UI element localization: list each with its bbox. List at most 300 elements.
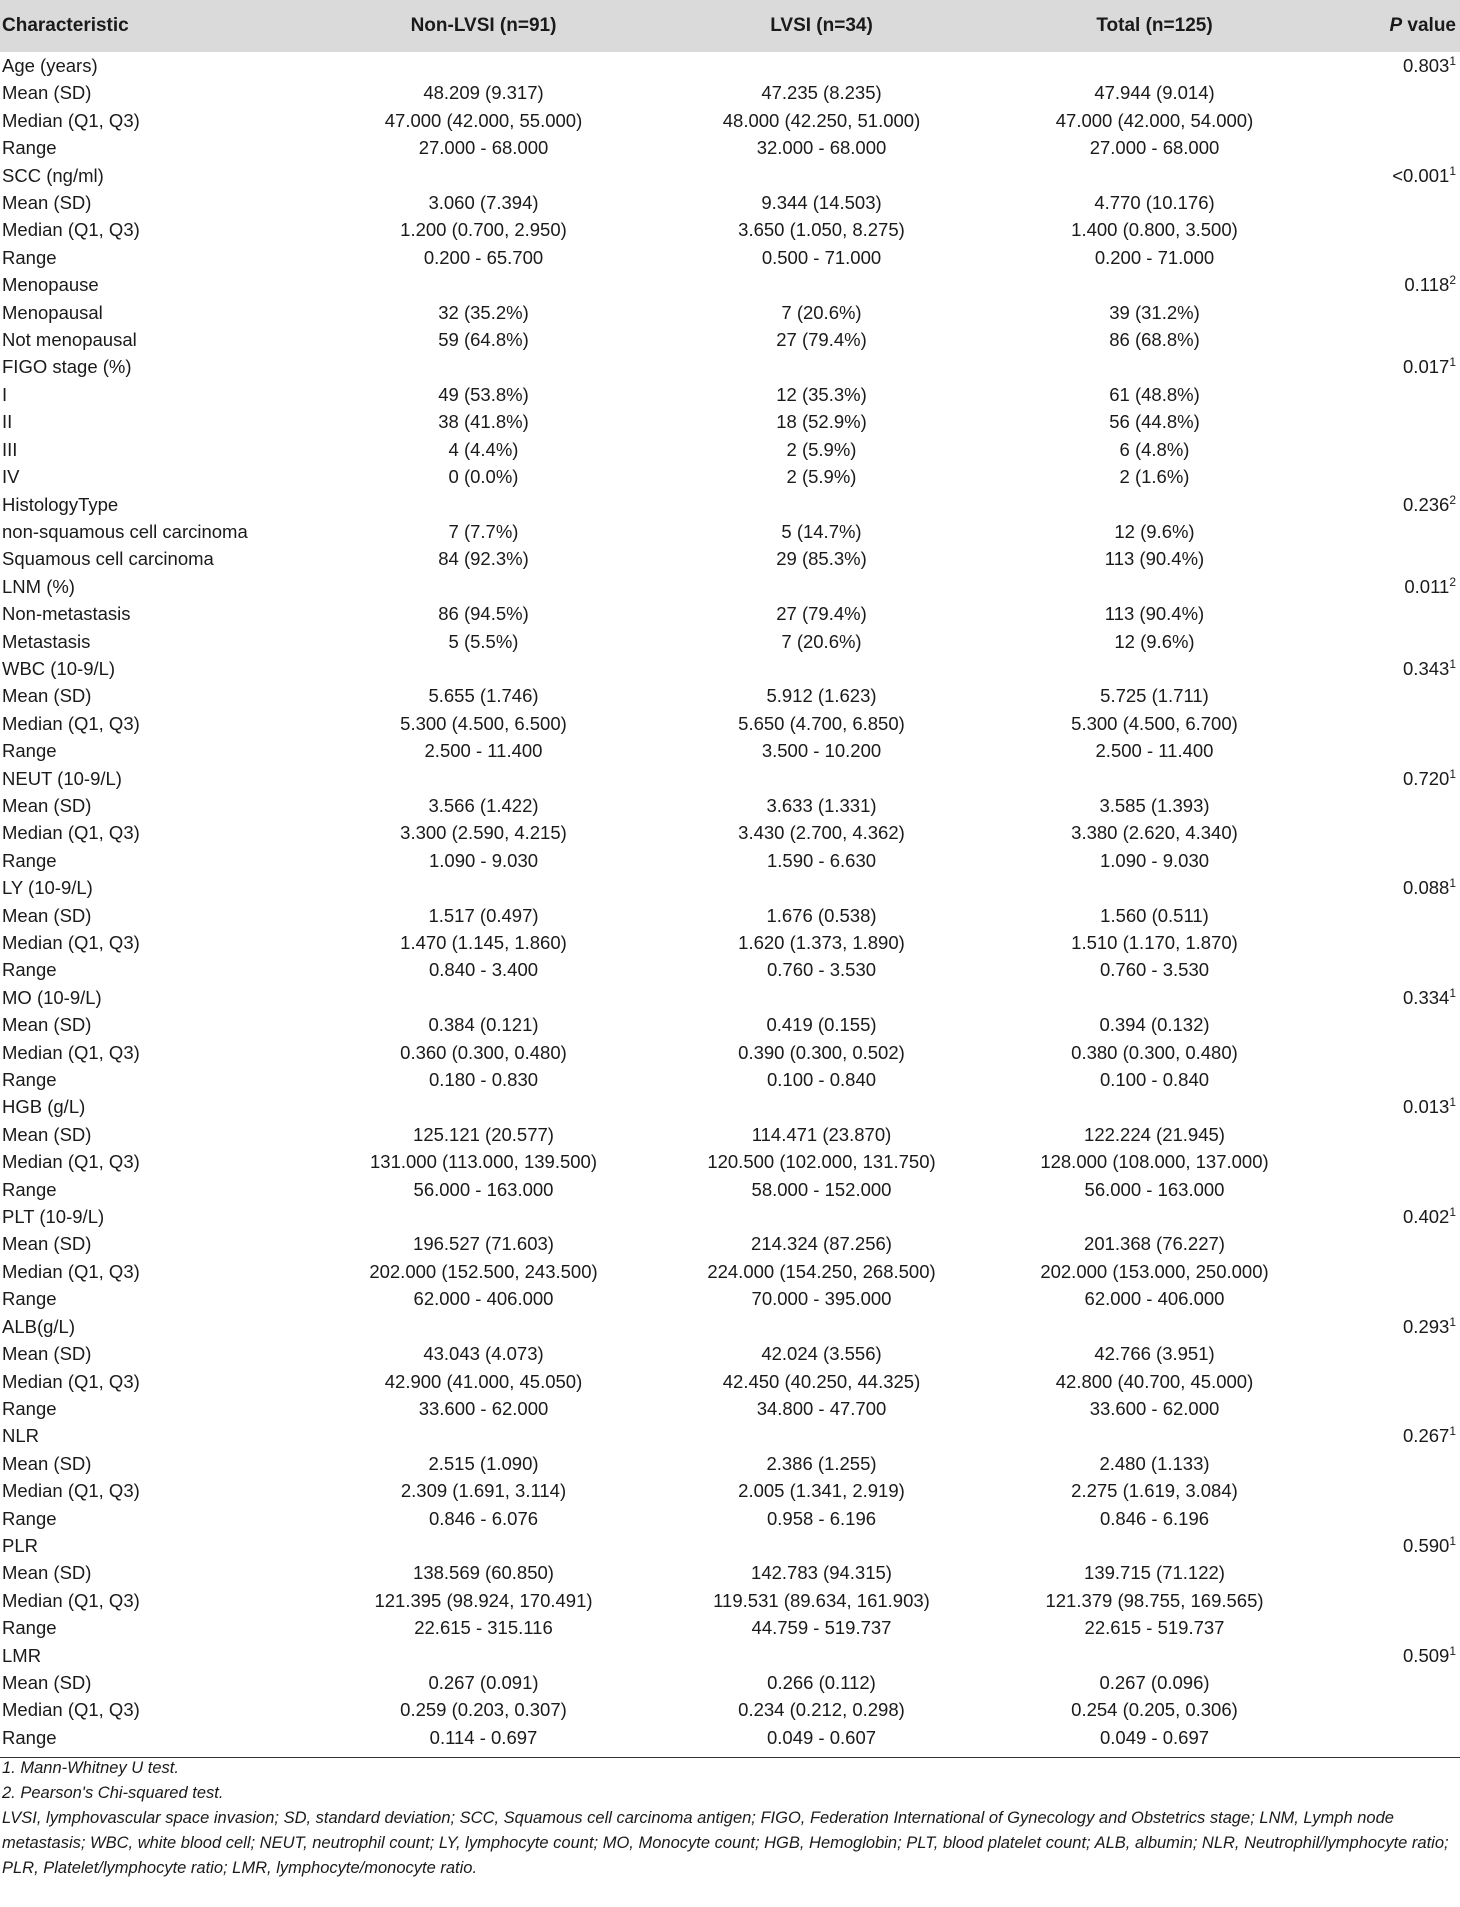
cell-non-lvsi <box>312 162 655 189</box>
cell-non-lvsi: 131.000 (113.000, 139.500) <box>370 1151 597 1173</box>
cell-p-value <box>1321 1532 1460 1559</box>
cell-non-lvsi <box>312 1313 655 1340</box>
cell-total: 0.394 (0.132) <box>1099 1014 1210 1036</box>
row-label: HGB (g/L) <box>2 1096 86 1118</box>
table-row <box>0 134 1460 161</box>
row-label: Median (Q1, Q3) <box>2 1041 140 1063</box>
table-row <box>0 1039 1460 1066</box>
row-label: Median (Q1, Q3) <box>2 1699 140 1721</box>
cell-total: 113 (90.4%) <box>1104 603 1205 625</box>
cell-p-value <box>1321 847 1460 874</box>
row-label: MO (10-9/L) <box>2 986 102 1008</box>
header-non-lvsi: Non-LVSI (n=91) <box>410 15 557 36</box>
row-label: LNM (%) <box>2 575 75 597</box>
p-value-text: 0.088 <box>1403 877 1450 899</box>
cell-non-lvsi: 84 (92.3%) <box>438 548 529 570</box>
cell-lvsi: 0.419 (0.155) <box>766 1014 877 1036</box>
cell-p-value <box>1321 107 1460 134</box>
row-label: Range <box>2 1617 57 1639</box>
cell-total: 2 (1.6%) <box>1119 466 1190 488</box>
cell-p-value <box>1321 929 1460 956</box>
table-row <box>0 573 1460 600</box>
cell-lvsi <box>655 52 988 79</box>
cell-p-value <box>1321 1422 1460 1449</box>
cell-total: 121.379 (98.755, 169.565) <box>1045 1589 1264 1611</box>
p-value-footnote-marker: 1 <box>1449 876 1456 891</box>
table-row <box>0 299 1460 326</box>
cell-lvsi: 27 (79.4%) <box>776 329 867 351</box>
p-value-footnote-marker: 1 <box>1449 985 1456 1000</box>
table-row <box>0 1285 1460 1312</box>
cell-lvsi: 2.386 (1.255) <box>766 1452 877 1474</box>
p-value-text: <0.001 <box>1392 164 1450 186</box>
table-row <box>0 1477 1460 1504</box>
cell-total: 39 (31.2%) <box>1109 301 1200 323</box>
cell-total <box>988 52 1321 79</box>
header-p-suffix: value <box>1402 15 1456 36</box>
row-label: Median (Q1, Q3) <box>2 219 140 241</box>
cell-p-value <box>1321 1011 1460 1038</box>
p-value-text: 0.509 <box>1403 1644 1450 1666</box>
table-row <box>0 1121 1460 1148</box>
table-row <box>0 162 1460 189</box>
row-label: Mean (SD) <box>2 1014 92 1036</box>
cell-lvsi: 214.324 (87.256) <box>751 1233 892 1255</box>
cell-non-lvsi: 1.200 (0.700, 2.950) <box>400 219 567 241</box>
cell-lvsi <box>655 765 988 792</box>
cell-total <box>988 655 1321 682</box>
cell-p-value <box>1321 491 1460 518</box>
cell-p-value <box>1321 1587 1460 1614</box>
cell-lvsi: 42.024 (3.556) <box>761 1343 882 1365</box>
cell-p-value <box>1321 1724 1460 1758</box>
cell-p-value <box>1321 79 1460 106</box>
cell-non-lvsi: 48.209 (9.317) <box>423 82 544 104</box>
cell-non-lvsi <box>312 271 655 298</box>
cell-non-lvsi <box>312 491 655 518</box>
p-value-footnote-marker: 1 <box>1449 54 1456 68</box>
cell-non-lvsi: 5.300 (4.500, 6.500) <box>400 712 567 734</box>
table-row <box>0 682 1460 709</box>
cell-total: 122.224 (21.945) <box>1084 1123 1225 1145</box>
p-value-text: 0.236 <box>1403 493 1450 515</box>
cell-p-value <box>1321 1450 1460 1477</box>
cell-total: 0.846 - 6.196 <box>1099 1507 1210 1529</box>
p-value-footnote-marker: 1 <box>1449 1533 1456 1548</box>
cell-lvsi: 1.590 - 6.630 <box>766 849 877 871</box>
cell-lvsi: 3.500 - 10.200 <box>761 740 882 762</box>
cell-non-lvsi: 7 (7.7%) <box>448 520 519 542</box>
p-value-text: 0.267 <box>1403 1425 1450 1447</box>
table-row <box>0 79 1460 106</box>
row-label: Mean (SD) <box>2 904 92 926</box>
cell-p-value <box>1321 1669 1460 1696</box>
cell-lvsi <box>655 874 988 901</box>
cell-p-value <box>1321 1614 1460 1641</box>
cell-non-lvsi: 196.527 (71.603) <box>413 1233 554 1255</box>
table-row <box>0 545 1460 572</box>
cell-lvsi: 7 (20.6%) <box>781 630 862 652</box>
cell-total: 5.725 (1.711) <box>1100 685 1209 707</box>
table-row <box>0 1724 1460 1758</box>
cell-p-value <box>1321 1230 1460 1257</box>
row-label: Not menopausal <box>2 329 137 351</box>
cell-total: 2.500 - 11.400 <box>1095 740 1214 762</box>
cell-total <box>988 874 1321 901</box>
table-row <box>0 1395 1460 1422</box>
cell-non-lvsi: 86 (94.5%) <box>438 603 529 625</box>
cell-non-lvsi <box>312 1532 655 1559</box>
cell-lvsi <box>655 162 988 189</box>
table-row <box>0 1176 1460 1203</box>
cell-non-lvsi: 3.300 (2.590, 4.215) <box>400 822 567 844</box>
cell-total <box>988 162 1321 189</box>
cell-p-value <box>1321 1313 1460 1340</box>
cell-p-value <box>1321 765 1460 792</box>
row-label: Range <box>2 1726 57 1748</box>
p-value-footnote-marker: 1 <box>1449 163 1456 178</box>
cell-p-value <box>1321 1176 1460 1203</box>
row-label: Range <box>2 1397 57 1419</box>
table-row <box>0 819 1460 846</box>
cell-p-value <box>1321 710 1460 737</box>
footnote-abbreviations: LVSI, lymphovascular space invasion; SD, standard deviation; SCC, Squamous cell carcinoma antigen; FIGO, Federation International of Gynecology and Obstetrics stage; LNM, Lymph node metastasis; WBC, white blood cell; NEUT, neutrophil count; LY, lymphocyte count; MO, Monocyte count; HGB, Hemoglobin; PLT, blood platelet count; ALB, albumin; NLR, Neutrophil/lymphocyte ratio; PLR, Platelet/lymphocyte ratio; LMR, lymphocyte/monocyte ratio. <box>2 1809 1449 1877</box>
cell-lvsi: 29 (85.3%) <box>776 548 867 570</box>
cell-lvsi <box>655 1203 988 1230</box>
table-row <box>0 1011 1460 1038</box>
table-row <box>0 902 1460 929</box>
cell-non-lvsi: 32 (35.2%) <box>438 301 529 323</box>
cell-total: 61 (48.8%) <box>1109 383 1200 405</box>
cell-p-value <box>1321 600 1460 627</box>
table-row <box>0 1559 1460 1586</box>
cell-total: 22.615 - 519.737 <box>1084 1617 1225 1639</box>
row-label: Median (Q1, Q3) <box>2 1480 140 1502</box>
p-value-footnote-marker: 1 <box>1449 1314 1456 1329</box>
cell-total <box>988 1642 1321 1669</box>
cell-lvsi: 0.100 - 0.840 <box>766 1069 877 1091</box>
footnote-2: 2. Pearson's Chi-squared test. <box>2 1784 224 1802</box>
cell-non-lvsi <box>312 1642 655 1669</box>
cell-non-lvsi <box>312 1422 655 1449</box>
cell-non-lvsi: 0.200 - 65.700 <box>423 246 544 268</box>
table-row <box>0 436 1460 463</box>
table-row <box>0 600 1460 627</box>
cell-total: 33.600 - 62.000 <box>1089 1397 1220 1419</box>
table-row <box>0 929 1460 956</box>
cell-non-lvsi: 59 (64.8%) <box>438 329 529 351</box>
cell-p-value <box>1321 1395 1460 1422</box>
cell-p-value <box>1321 1258 1460 1285</box>
row-label: Median (Q1, Q3) <box>2 712 140 734</box>
row-label: Mean (SD) <box>2 1562 92 1584</box>
table-row <box>0 353 1460 380</box>
cell-p-value <box>1321 737 1460 764</box>
row-label: II <box>2 411 13 433</box>
cell-non-lvsi <box>312 52 655 79</box>
cell-p-value <box>1321 874 1460 901</box>
table-row <box>0 518 1460 545</box>
cell-lvsi: 18 (52.9%) <box>776 411 867 433</box>
p-value-text: 0.590 <box>1403 1534 1450 1556</box>
cell-non-lvsi: 62.000 - 406.000 <box>413 1288 554 1310</box>
p-value-text: 0.011 <box>1404 575 1450 597</box>
row-label: Mean (SD) <box>2 1452 92 1474</box>
row-label: Range <box>2 740 57 762</box>
table-row <box>0 1614 1460 1641</box>
cell-total <box>988 1422 1321 1449</box>
cell-non-lvsi: 47.000 (42.000, 55.000) <box>384 109 583 131</box>
cell-lvsi: 12 (35.3%) <box>776 383 867 405</box>
row-label: NLR <box>2 1425 40 1447</box>
row-label: Range <box>2 137 57 159</box>
header-lvsi: LVSI (n=34) <box>770 15 873 36</box>
cell-p-value <box>1321 1285 1460 1312</box>
cell-total: 202.000 (153.000, 250.000) <box>1040 1260 1269 1282</box>
cell-total: 3.380 (2.620, 4.340) <box>1071 822 1238 844</box>
cell-lvsi: 0.760 - 3.530 <box>766 959 877 981</box>
row-label: Age (years) <box>2 55 98 76</box>
cell-total: 47.944 (9.014) <box>1094 82 1215 104</box>
cell-lvsi: 58.000 - 152.000 <box>751 1178 892 1200</box>
cell-non-lvsi: 138.569 (60.850) <box>413 1562 554 1584</box>
cell-lvsi: 27 (79.4%) <box>776 603 867 625</box>
cell-lvsi <box>655 1093 988 1120</box>
cell-total: 4.770 (10.176) <box>1094 192 1215 214</box>
cell-non-lvsi: 0.846 - 6.076 <box>428 1507 539 1529</box>
cell-lvsi: 114.471 (23.870) <box>751 1123 892 1145</box>
header-p-letter: P <box>1389 15 1403 36</box>
p-value-text: 0.118 <box>1404 274 1450 296</box>
cell-p-value <box>1321 353 1460 380</box>
cell-total: 128.000 (108.000, 137.000) <box>1040 1151 1269 1173</box>
cell-non-lvsi: 0.360 (0.300, 0.480) <box>400 1041 567 1063</box>
cell-non-lvsi: 1.090 - 9.030 <box>428 849 539 871</box>
row-label: III <box>2 438 18 460</box>
cell-total <box>988 573 1321 600</box>
cell-non-lvsi <box>312 1203 655 1230</box>
cell-lvsi: 3.650 (1.050, 8.275) <box>738 219 905 241</box>
table-row <box>0 326 1460 353</box>
table-row <box>0 628 1460 655</box>
cell-non-lvsi: 42.900 (41.000, 45.050) <box>384 1370 583 1392</box>
cell-lvsi <box>655 573 988 600</box>
table-row <box>0 1230 1460 1257</box>
row-label: Mean (SD) <box>2 1233 92 1255</box>
cell-non-lvsi: 33.600 - 62.000 <box>418 1397 549 1419</box>
cell-total: 56.000 - 163.000 <box>1084 1178 1225 1200</box>
row-label: HistologyType <box>2 493 119 515</box>
cell-p-value <box>1321 1559 1460 1586</box>
p-value-text: 0.720 <box>1403 767 1450 789</box>
table-row <box>0 1450 1460 1477</box>
row-label: SCC (ng/ml) <box>2 164 104 186</box>
row-label: Menopausal <box>2 301 103 323</box>
cell-non-lvsi: 125.121 (20.577) <box>413 1123 554 1145</box>
cell-p-value <box>1321 819 1460 846</box>
cell-lvsi: 34.800 - 47.700 <box>756 1397 887 1419</box>
cell-lvsi: 9.344 (14.503) <box>761 192 882 214</box>
cell-lvsi <box>655 984 988 1011</box>
row-label: Median (Q1, Q3) <box>2 1370 140 1392</box>
cell-total <box>988 984 1321 1011</box>
table-row <box>0 710 1460 737</box>
table-row <box>0 1696 1460 1723</box>
cell-p-value <box>1321 682 1460 709</box>
cell-non-lvsi: 0.180 - 0.830 <box>428 1069 539 1091</box>
cell-lvsi: 224.000 (154.250, 268.500) <box>707 1260 936 1282</box>
cell-lvsi: 42.450 (40.250, 44.325) <box>722 1370 921 1392</box>
row-label: Median (Q1, Q3) <box>2 1589 140 1611</box>
cell-lvsi: 44.759 - 519.737 <box>751 1617 892 1639</box>
table-row <box>0 984 1460 1011</box>
row-label: I <box>2 383 8 405</box>
row-label: Mean (SD) <box>2 685 92 707</box>
cell-lvsi: 2 (5.9%) <box>786 438 857 460</box>
row-label: Median (Q1, Q3) <box>2 1151 140 1173</box>
row-label: Squamous cell carcinoma <box>2 548 214 570</box>
row-label: FIGO stage (%) <box>2 356 132 378</box>
cell-non-lvsi <box>312 984 655 1011</box>
p-value-footnote-marker: 1 <box>1449 355 1456 370</box>
cell-non-lvsi: 121.395 (98.924, 170.491) <box>374 1589 593 1611</box>
table-footnotes <box>2 1756 1454 1881</box>
cell-lvsi: 0.958 - 6.196 <box>766 1507 877 1529</box>
row-label: Metastasis <box>2 630 91 652</box>
cell-non-lvsi: 1.517 (0.497) <box>428 904 539 926</box>
row-label: LY (10-9/L) <box>2 877 93 899</box>
table-row <box>0 1258 1460 1285</box>
row-label: Range <box>2 1288 57 1310</box>
row-label: Mean (SD) <box>2 1123 92 1145</box>
cell-p-value <box>1321 408 1460 435</box>
cell-lvsi: 0.234 (0.212, 0.298) <box>738 1699 905 1721</box>
table-body <box>0 52 1460 1758</box>
p-value-footnote-marker: 1 <box>1449 1643 1456 1658</box>
table-row <box>0 1587 1460 1614</box>
cell-total: 1.090 - 9.030 <box>1099 849 1210 871</box>
row-label: Mean (SD) <box>2 1343 92 1365</box>
table-row <box>0 1532 1460 1559</box>
cell-total <box>988 1532 1321 1559</box>
table-row <box>0 847 1460 874</box>
cell-total: 1.560 (0.511) <box>1100 904 1209 926</box>
cell-lvsi <box>655 1532 988 1559</box>
p-value-footnote-marker: 1 <box>1449 766 1456 781</box>
cell-non-lvsi: 5.655 (1.746) <box>428 685 539 707</box>
cell-total: 42.766 (3.951) <box>1094 1343 1215 1365</box>
cell-non-lvsi: 0.840 - 3.400 <box>428 959 539 981</box>
cell-lvsi: 119.531 (89.634, 161.903) <box>713 1589 930 1611</box>
cell-total: 139.715 (71.122) <box>1084 1562 1225 1584</box>
cell-lvsi: 3.633 (1.331) <box>766 794 877 816</box>
table-row <box>0 491 1460 518</box>
p-value-footnote-marker: 2 <box>1449 574 1456 589</box>
table-row <box>0 1148 1460 1175</box>
p-value-footnote-marker: 1 <box>1449 656 1456 671</box>
cell-total: 5.300 (4.500, 6.700) <box>1071 712 1238 734</box>
p-value-text: 0.402 <box>1403 1206 1450 1228</box>
cell-non-lvsi <box>312 353 655 380</box>
cell-non-lvsi: 3.060 (7.394) <box>428 192 539 214</box>
cell-non-lvsi <box>312 765 655 792</box>
cell-lvsi: 47.235 (8.235) <box>761 82 882 104</box>
cell-total: 0.380 (0.300, 0.480) <box>1071 1041 1238 1063</box>
cell-lvsi: 2 (5.9%) <box>786 466 857 488</box>
table-row <box>0 244 1460 271</box>
cell-non-lvsi: 0 (0.0%) <box>448 466 519 488</box>
table-row <box>0 52 1460 79</box>
cell-lvsi: 1.676 (0.538) <box>766 904 877 926</box>
row-label: Median (Q1, Q3) <box>2 109 140 131</box>
table-row <box>0 1066 1460 1093</box>
cell-total: 0.760 - 3.530 <box>1099 959 1210 981</box>
row-label: Range <box>2 1507 57 1529</box>
table-row <box>0 381 1460 408</box>
cell-non-lvsi: 2.309 (1.691, 3.114) <box>400 1480 567 1502</box>
cell-non-lvsi: 2.500 - 11.400 <box>424 740 543 762</box>
row-label: IV <box>2 466 20 488</box>
cell-non-lvsi: 1.470 (1.145, 1.860) <box>400 932 567 953</box>
cell-lvsi: 120.500 (102.000, 131.750) <box>707 1151 936 1173</box>
cell-total: 3.585 (1.393) <box>1099 794 1210 816</box>
cell-p-value <box>1321 1066 1460 1093</box>
cell-lvsi: 0.266 (0.112) <box>767 1671 876 1693</box>
cell-p-value <box>1321 1148 1460 1175</box>
cell-p-value <box>1321 134 1460 161</box>
p-value-text: 0.017 <box>1403 356 1450 378</box>
cell-total: 0.100 - 0.840 <box>1099 1069 1210 1091</box>
table-row <box>0 271 1460 298</box>
table-row <box>0 655 1460 682</box>
row-label: Mean (SD) <box>2 794 92 816</box>
cell-p-value <box>1321 1505 1460 1532</box>
cell-lvsi: 32.000 - 68.000 <box>756 137 887 159</box>
cell-p-value <box>1321 545 1460 572</box>
cell-non-lvsi: 202.000 (152.500, 243.500) <box>369 1260 598 1282</box>
table-row <box>0 737 1460 764</box>
cell-p-value <box>1321 1039 1460 1066</box>
cell-total <box>988 1203 1321 1230</box>
cell-non-lvsi: 5 (5.5%) <box>448 630 519 652</box>
p-value-footnote-marker: 1 <box>1449 1205 1456 1220</box>
table-row <box>0 216 1460 243</box>
cell-total <box>988 1313 1321 1340</box>
table-row <box>0 463 1460 490</box>
row-label: PLR <box>2 1534 38 1556</box>
cell-lvsi <box>655 491 988 518</box>
cell-lvsi <box>655 1642 988 1669</box>
cell-non-lvsi <box>312 655 655 682</box>
cell-total: 2.275 (1.619, 3.084) <box>1071 1480 1238 1502</box>
table-row <box>0 874 1460 901</box>
table-row <box>0 792 1460 819</box>
cell-p-value <box>1321 628 1460 655</box>
cell-lvsi: 70.000 - 395.000 <box>751 1288 892 1310</box>
table-row <box>0 107 1460 134</box>
cell-non-lvsi: 0.259 (0.203, 0.307) <box>400 1699 567 1721</box>
p-value-footnote-marker: 2 <box>1449 492 1456 507</box>
cell-total: 27.000 - 68.000 <box>1089 137 1220 159</box>
table-row <box>0 1642 1460 1669</box>
cell-total <box>988 1093 1321 1120</box>
row-label: Mean (SD) <box>2 192 92 214</box>
cell-total <box>988 353 1321 380</box>
cell-p-value <box>1321 271 1460 298</box>
cell-total: 56 (44.8%) <box>1109 411 1200 433</box>
row-label: Mean (SD) <box>2 82 92 104</box>
table-row <box>0 189 1460 216</box>
